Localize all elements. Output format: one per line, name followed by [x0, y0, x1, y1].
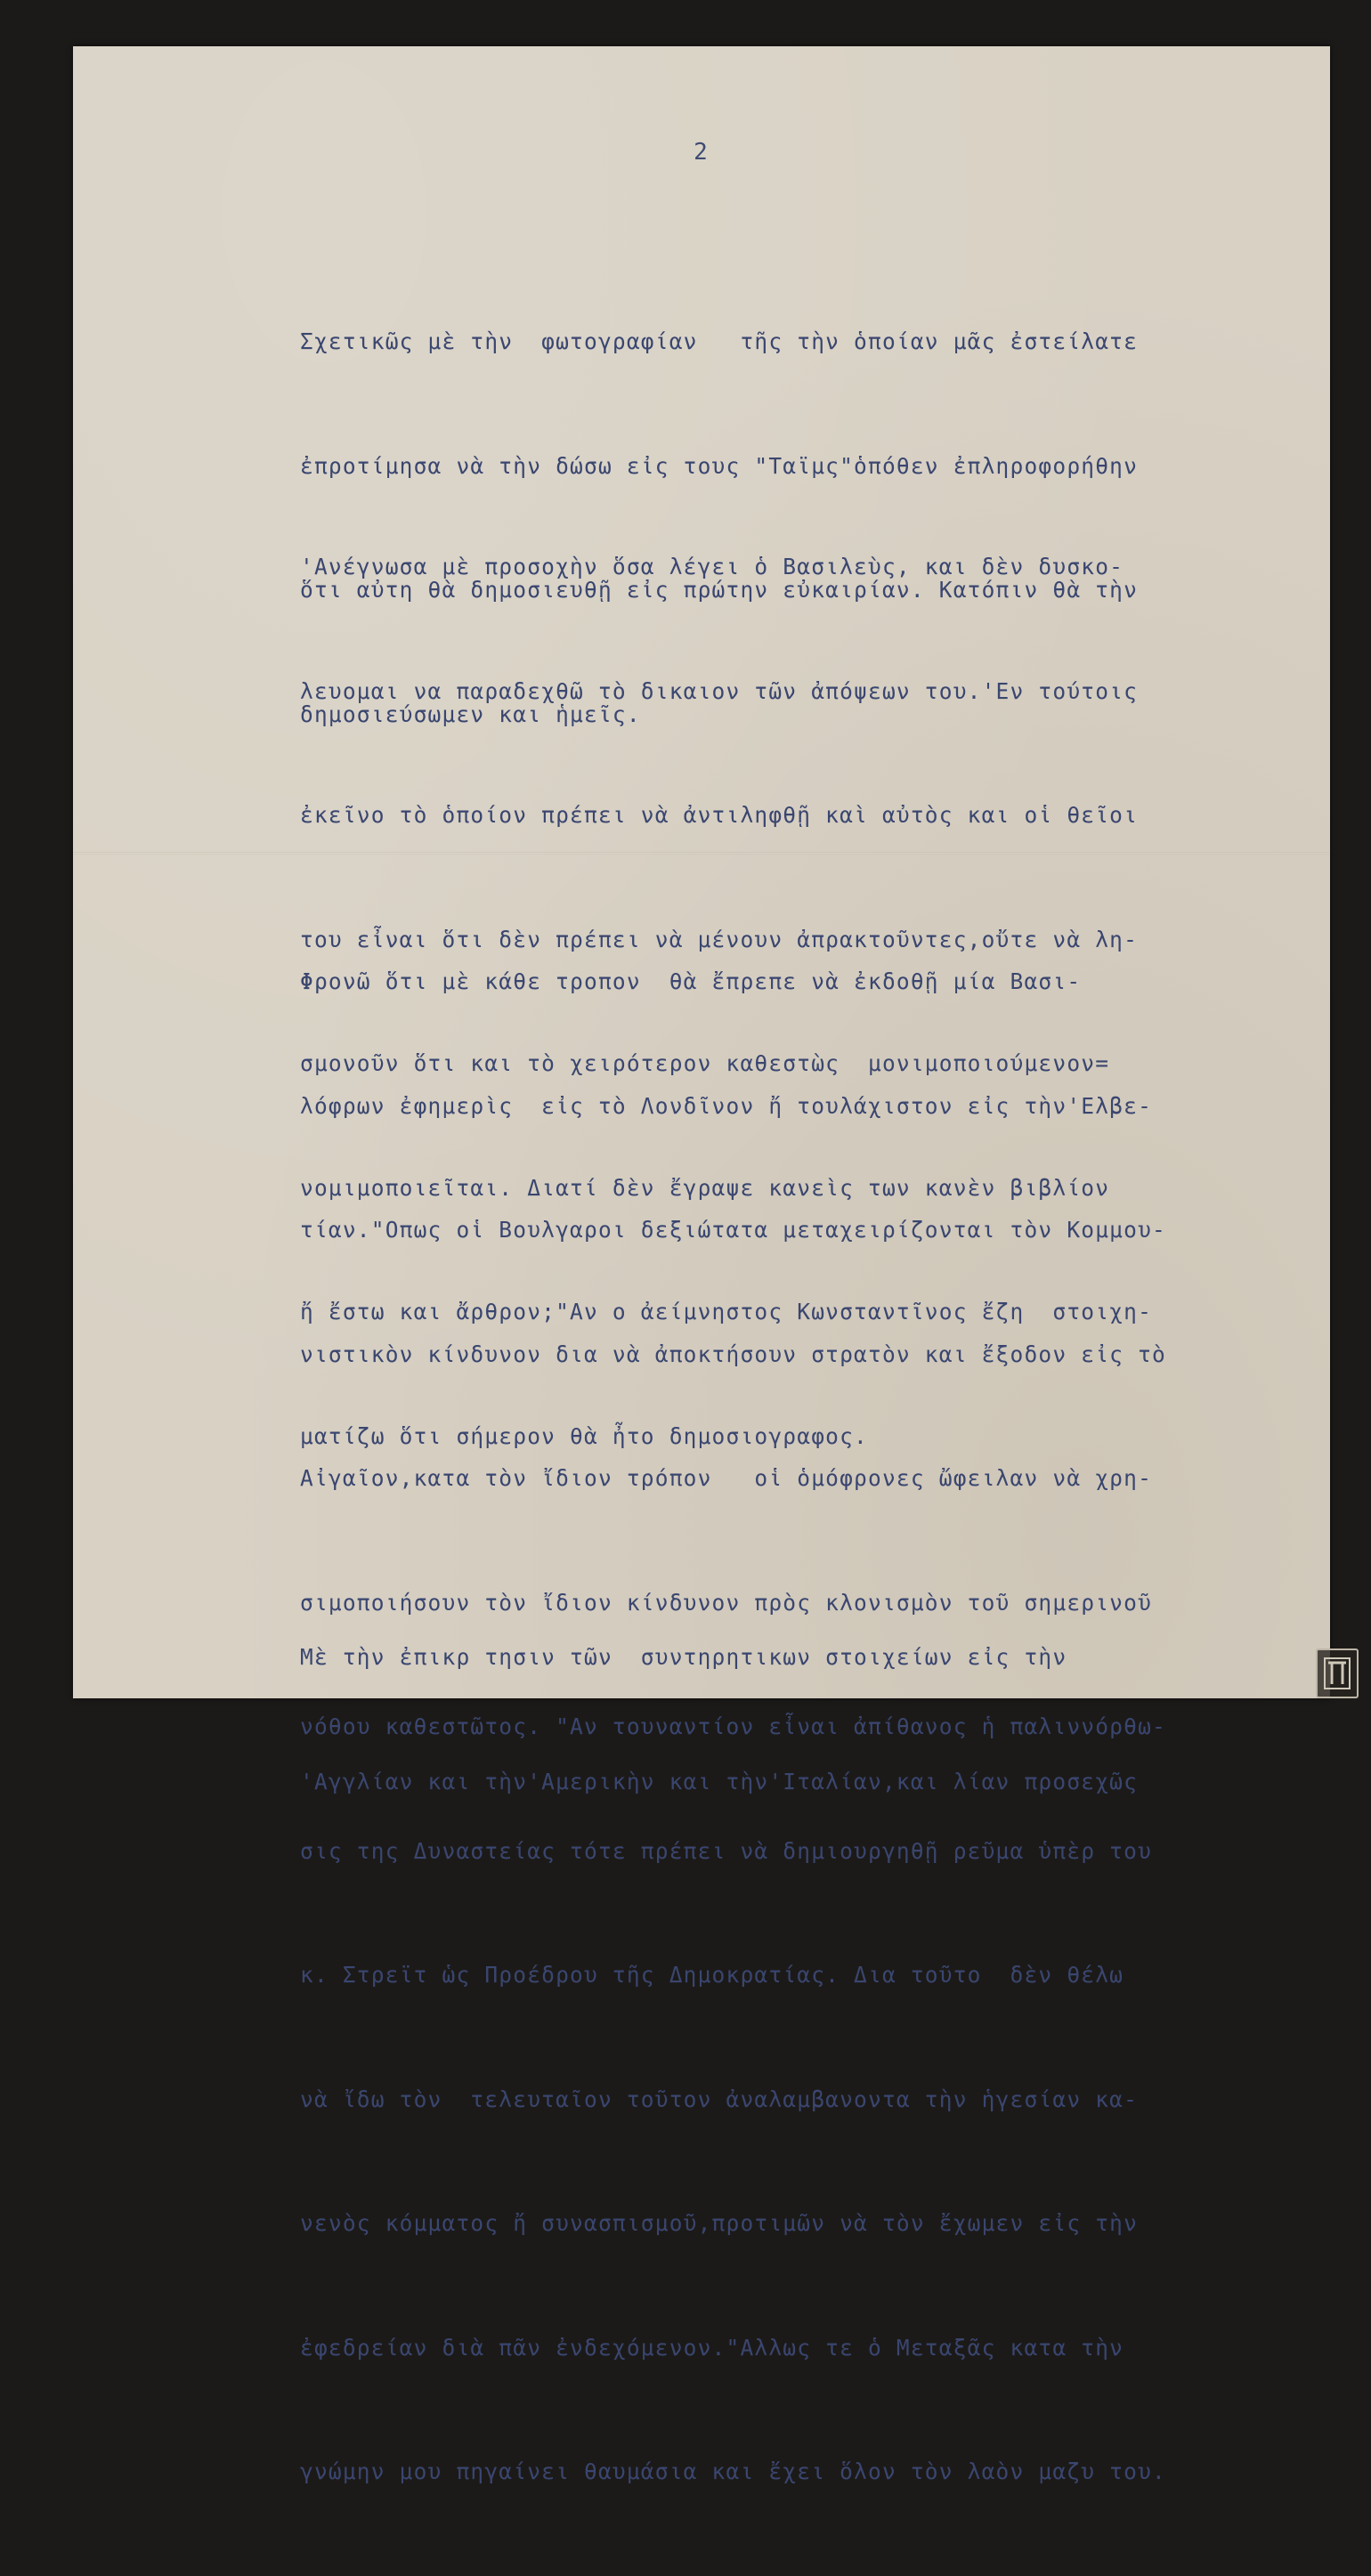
text-line: 'Ανέγνωσα μὲ προσοχὴν ὅσα λέγει ὁ Βασιλεὺς, και δὲν δυσκο-: [300, 554, 1124, 579]
paragraph-4: [300, 1554, 1324, 1885]
text-line: Αἰγαῖον,κατα τὸν ἴδιον τρόπον οἱ ὁμόφρονες ὤφειλαν νὰ χρη-: [300, 1465, 1153, 1491]
text-line: του εἶναι ὅτι δὲν πρέπει νὰ μένουν ἀπρακτοῦντες,οὔτε νὰ λη-: [300, 926, 1139, 952]
text-line: δημοσιεύσωμεν και ἡμεῖς.: [300, 701, 641, 727]
text-line: Μὲ τὴν ἐπικρ τησιν τῶν συντηρητικων στοιχείων εἰς τὴν: [300, 1644, 1067, 1670]
text-line: κ. Στρεϊτ ὡς Προέδρου τῆς Δημοκρατίας. Δια τοῦτο δὲν θέλω: [300, 1962, 1124, 1988]
text-line: νόθου καθεστῶτος. "Αν τουναντίον εἶναι ἀπίθανος ἡ παλιννόρθω-: [300, 1713, 1166, 1739]
archive-logo-icon: [1316, 1648, 1359, 1698]
text-line: νὰ ἴδω τὸν τελευταῖον τοῦτον ἀναλαμβανοντα τὴν ἡγεσίαν κα-: [300, 2086, 1139, 2112]
text-line: ἐφεδρείαν διὰ πᾶν ἐνδεχόμενον."Αλλως τε ὁ Μεταξᾶς κατα τὴν: [300, 2334, 1124, 2361]
text-line: 'Αγγλίαν και τὴν'Αμερικὴν και τὴν'Ιταλίαν,και λίαν προσεχῶς: [300, 1768, 1139, 1794]
text-line: ἐπροτίμησα νὰ τὴν δώσω εἰς τους "Ταϊμς"ὁπόθεν ἐπληροφορήθην: [300, 452, 1139, 479]
typewritten-page: [73, 46, 1330, 2484]
text-line: ἤ ἔστω και ἄρθρον;"Αν ο ἀείμνηστος Κωνσταντῖνος ἔζη στοιχη-: [300, 1299, 1153, 1324]
text-line: λευομαι να παραδεχθῶ τὸ δικαιον τῶν ἀπόψεων του.'Εν τούτοις: [300, 677, 1139, 704]
text-line: γνώμην μου πηγαίνει θαυμάσια και ἔχει ὅλον τὸν λαὸν μαζυ του.: [300, 2459, 1166, 2484]
page-number: 2: [694, 139, 710, 166]
text-line: ματίζω ὅτι σήμερον θὰ ἦτο δημοσιογραφος.: [300, 1422, 869, 1449]
text-line: ἐκεῖνο τὸ ὁποίον πρέπει νὰ ἀντιληφθῇ καὶ αὐτὸς και οἱ θεῖοι: [300, 802, 1139, 828]
text-line: λόφρων ἐφημερὶς εἰς τὸ Λονδῖνον ἤ τουλάχιστον εἰς τὴν'Ελβε-: [300, 1092, 1153, 1119]
text-line: ὅτι αὐτη θὰ δημοσιευθῇ εἰς πρώτην εὐκαιρίαν. Κατόπιν θὰ τὴν: [300, 577, 1139, 603]
text-line: σις της Δυναστείας τότε πρέπει νὰ δημιουργηθῇ ρεῦμα ὑπὲρ του: [300, 1837, 1153, 1864]
text-line: Σχετικῶς μὲ τὴν φωτογραφίαν τῆς τὴν ὁποίαν μᾶς ἐστείλατε: [300, 328, 1139, 354]
text-line: νομιμοποιεῖται. Διατί δὲν ἔγραψε κανεὶς των κανὲν βιβλίον: [300, 1174, 1110, 1201]
text-line: τίαν."Οπως οἱ Βουλγαροι δεξιώτατα μεταχειρίζονται τὸν Κομμου-: [300, 1217, 1166, 1243]
text-line: νιστικὸν κίνδυνον δια νὰ ἀποκτήσουν στρατὸν και ἔξοδον εἰς τὸ: [300, 1341, 1166, 1367]
text-line: Φρονῶ ὅτι μὲ κάθε τροπον θὰ ἔπρεπε νὰ ἐκδοθῇ μία Βασι-: [300, 968, 1082, 994]
text-line: νενὸς κόμματος ἤ συνασπισμοῦ,προτιμῶν νὰ τὸν ἔχωμεν εἰς τὴν: [300, 2210, 1139, 2236]
text-line: σμονοῦν ὅτι και τὸ χειρότερον καθεστὼς μονιμοποιούμενον=: [300, 1050, 1110, 1076]
text-line: σιμοποιήσουν τὸν ἴδιον κίνδυνον πρὸς κλονισμὸν τοῦ σημερινοῦ: [300, 1589, 1153, 1616]
